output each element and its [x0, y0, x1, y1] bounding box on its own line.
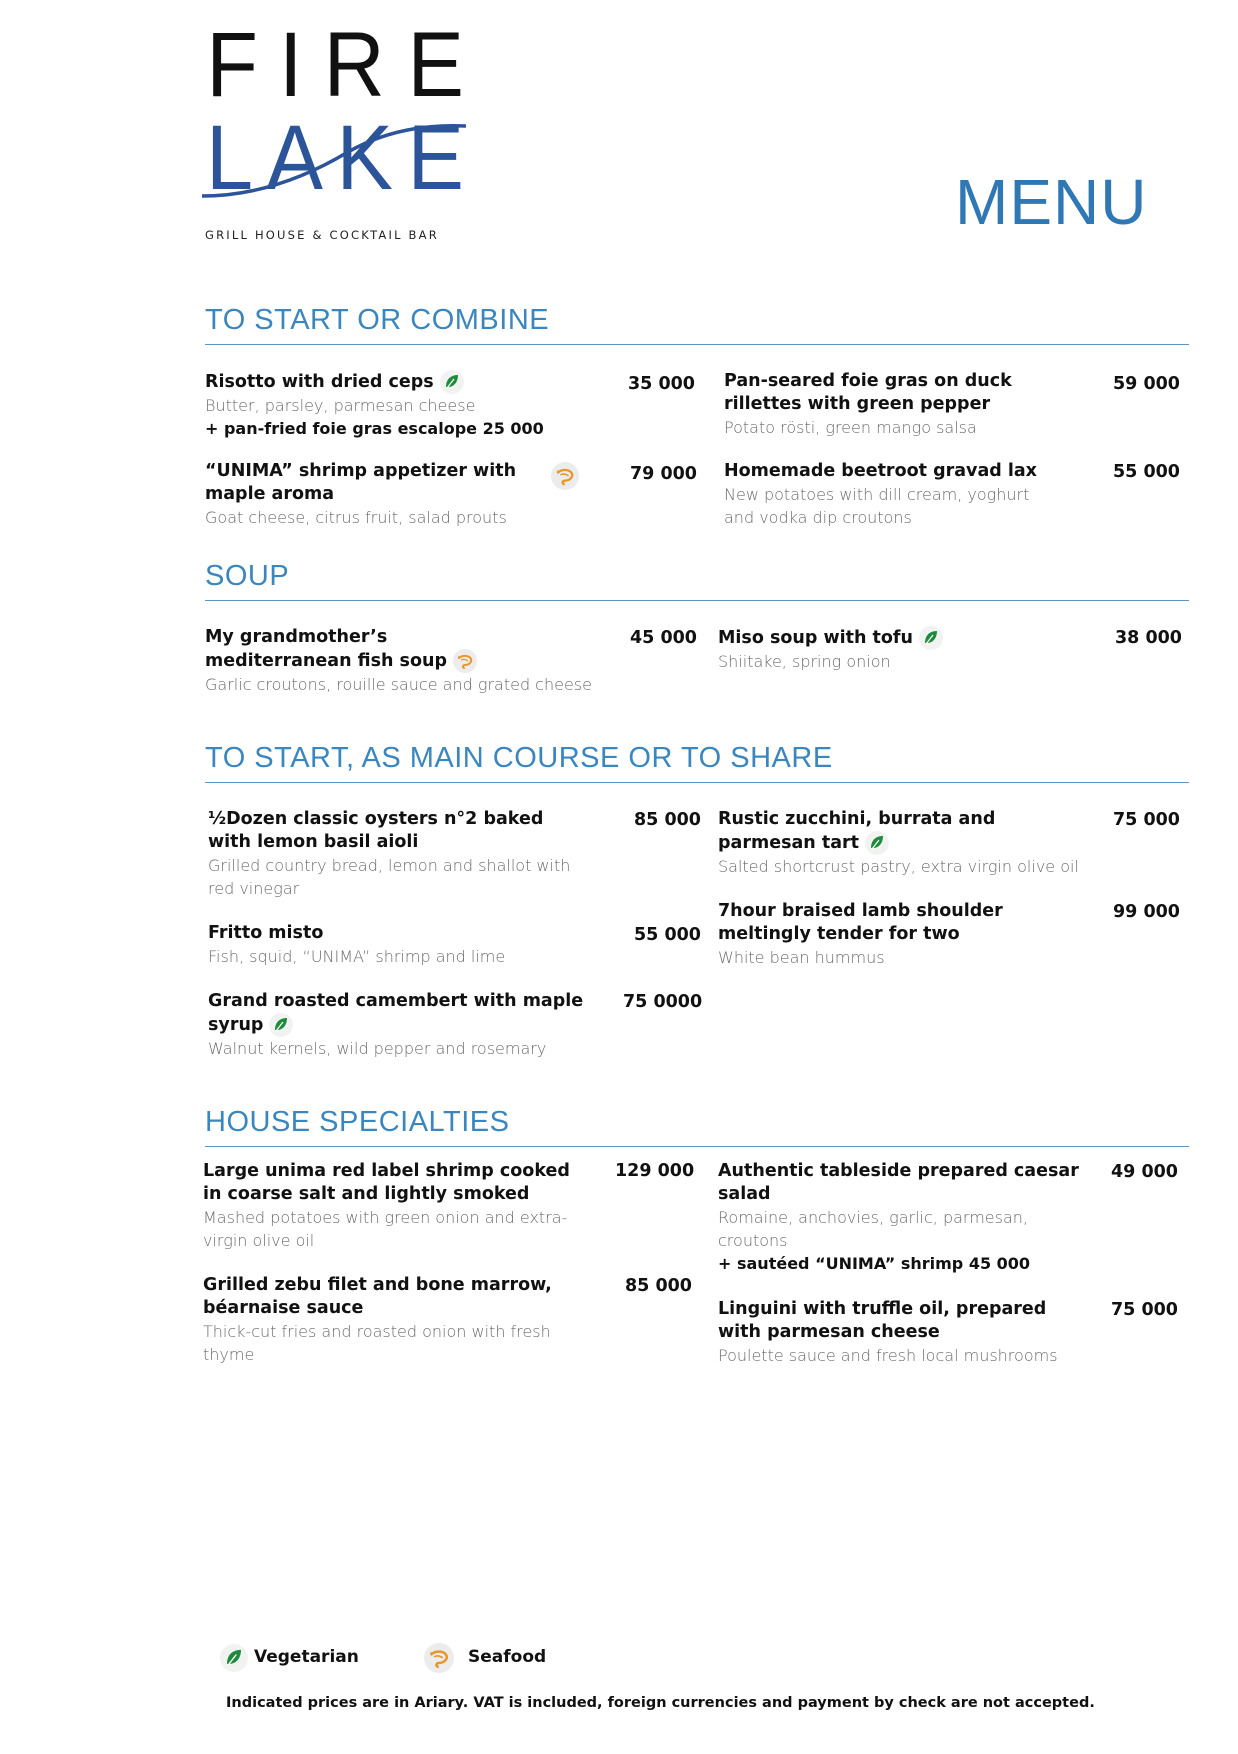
- item-name: “UNIMA” shrimp appetizer with maple aroma: [205, 461, 517, 504]
- leaf-icon: [440, 370, 464, 394]
- section-title-start: TO START OR COMBINE: [205, 304, 550, 336]
- shrimp-icon: [551, 462, 579, 490]
- item-name: Rustic zucchini, burrata and parmesan tart: [718, 809, 996, 853]
- logo-letter: E: [407, 14, 464, 116]
- section-divider: [205, 782, 1189, 783]
- menu-item-caesar-salad: [718, 1160, 1088, 1275]
- menu-item-red-label-shrimp: [203, 1160, 588, 1252]
- item-price: 55 000: [1113, 462, 1180, 482]
- item-name: ½Dozen classic oysters n°2 baked with lemon basil aioli: [208, 809, 544, 852]
- item-price: 75 000: [1113, 810, 1180, 830]
- section-divider: [205, 344, 1189, 345]
- menu-item-oysters: [208, 808, 588, 900]
- item-name: Homemade beetroot gravad lax: [724, 461, 1037, 481]
- item-price: 99 000: [1113, 902, 1180, 922]
- item-name: My grandmother’s mediterranean fish soup: [205, 627, 447, 671]
- menu-item-gravad-lax: [724, 460, 1054, 529]
- item-name: Authentic tableside prepared caesar salad: [718, 1161, 1079, 1204]
- section-title-share: TO START, AS MAIN COURSE OR TO SHARE: [205, 742, 833, 774]
- logo-fire-text: [204, 14, 466, 116]
- logo-tagline: GRILL HOUSE & COCKTAIL BAR: [205, 228, 439, 242]
- item-name: Risotto with dried ceps: [205, 372, 434, 392]
- logo-letter: A: [266, 107, 323, 209]
- item-description: Mashed potatoes with green onion and extra-virgin olive oil: [203, 1208, 568, 1250]
- item-description: White bean hummus: [718, 948, 885, 967]
- menu-item-camembert: [208, 990, 588, 1060]
- item-price: 35 000: [628, 374, 695, 394]
- logo-letter: K: [336, 107, 394, 209]
- item-description: Poulette sauce and fresh local mushrooms: [718, 1346, 1058, 1365]
- item-price: 55 000: [634, 925, 701, 945]
- item-description: Grilled country bread, lemon and shallot with red vinegar: [208, 856, 571, 898]
- menu-item-zucchini-tart: [718, 808, 1098, 878]
- item-addon: + pan-fried foie gras escalope 25 000: [205, 419, 544, 438]
- item-price: 49 000: [1111, 1162, 1178, 1182]
- item-description: Salted shortcrust pastry, extra virgin olive oil: [718, 857, 1079, 876]
- shrimp-icon: [424, 1643, 454, 1673]
- section-divider: [205, 1146, 1189, 1147]
- page-title: MENU: [955, 166, 1148, 238]
- menu-item-linguini: [718, 1298, 1088, 1367]
- section-divider: [205, 600, 1189, 601]
- menu-item-lamb-shoulder: [718, 900, 1098, 969]
- item-name: Fritto misto: [208, 923, 324, 943]
- item-description: Goat cheese, citrus fruit, salad prouts: [205, 508, 507, 527]
- item-name: Linguini with truffle oil, prepared with parmesan cheese: [718, 1299, 1047, 1342]
- item-price: 59 000: [1113, 374, 1180, 394]
- legend-vegetarian: Vegetarian: [254, 1647, 359, 1667]
- item-description: Potato rösti, green mango salsa: [724, 418, 977, 437]
- item-price: 79 000: [630, 464, 697, 484]
- item-description: Garlic croutons, rouille sauce and grated cheese: [205, 675, 592, 694]
- logo-letter: E: [407, 107, 464, 209]
- menu-item-shrimp-appetizer: [205, 460, 535, 529]
- logo-letter: R: [323, 14, 385, 116]
- legend-seafood: Seafood: [468, 1647, 547, 1667]
- leaf-icon: [269, 1013, 293, 1037]
- price-note: Indicated prices are in Ariary. VAT is included, foreign currencies and payment by check are not accepted.: [226, 1695, 1095, 1711]
- menu-item-zebu-filet: [203, 1274, 588, 1366]
- leaf-icon: [865, 831, 889, 855]
- logo-letter: L: [206, 107, 254, 209]
- menu-item-fritto-misto: [208, 922, 588, 968]
- item-description: New potatoes with dill cream, yoghurt and vodka dip croutons: [724, 485, 1030, 527]
- item-name: Grilled zebu filet and bone marrow, béarnaise sauce: [203, 1275, 552, 1318]
- item-price: 129 000: [615, 1161, 695, 1181]
- shrimp-icon: [453, 649, 477, 673]
- menu-item-foie-gras: [724, 370, 1069, 439]
- logo-letter: F: [206, 14, 258, 116]
- item-description: Butter, parsley, parmesan cheese: [205, 396, 476, 415]
- leaf-icon: [919, 626, 943, 650]
- item-description: Shiitake, spring onion: [718, 652, 891, 671]
- menu-item-risotto: [205, 370, 595, 440]
- item-description: Fish, squid, “UNIMA” shrimp and lime: [208, 947, 506, 966]
- section-title-soup: SOUP: [205, 560, 290, 592]
- item-name: 7hour braised lamb shoulder meltingly tender for two: [718, 901, 1003, 944]
- item-addon: + sautéed “UNIMA” shrimp 45 000: [718, 1254, 1031, 1273]
- item-price: 45 000: [630, 628, 697, 648]
- item-name: Pan-seared foie gras on duck rillettes with green pepper: [724, 371, 1012, 414]
- item-description: Romaine, anchovies, garlic, parmesan, croutons: [718, 1208, 1029, 1250]
- item-price: 38 000: [1115, 628, 1182, 648]
- logo-wave-icon: [198, 107, 468, 209]
- item-name: Large unima red label shrimp cooked in coarse salt and lightly smoked: [203, 1161, 570, 1204]
- item-name: Grand roasted camembert with maple syrup: [208, 991, 584, 1035]
- item-price: 75 0000: [623, 992, 703, 1012]
- menu-item-fish-soup: [205, 626, 625, 696]
- leaf-icon: [220, 1644, 248, 1672]
- item-price: 85 000: [625, 1276, 692, 1296]
- item-price: 75 000: [1111, 1300, 1178, 1320]
- item-description: Thick-cut fries and roasted onion with fresh thyme: [203, 1322, 551, 1364]
- item-name: Miso soup with tofu: [718, 628, 914, 648]
- item-description: Walnut kernels, wild pepper and rosemary: [208, 1039, 547, 1058]
- item-price: 85 000: [634, 810, 701, 830]
- menu-item-miso-soup: [718, 626, 1078, 673]
- logo-letter: I: [278, 14, 303, 116]
- section-title-house: HOUSE SPECIALTIES: [205, 1106, 510, 1138]
